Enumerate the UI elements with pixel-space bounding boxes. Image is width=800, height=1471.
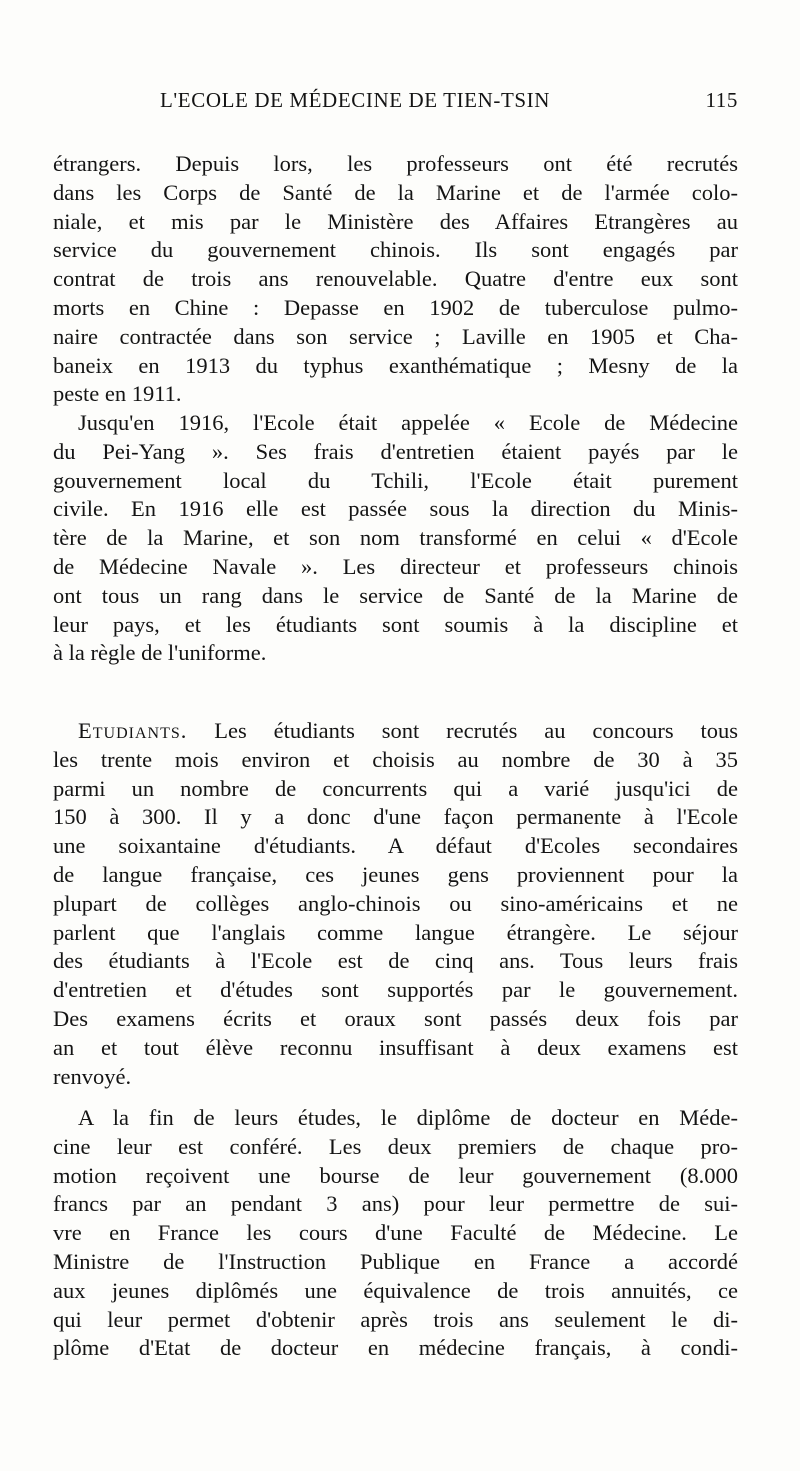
paragraph-4 bbox=[53, 1104, 738, 1363]
text-line: de langue française, ces jeunes gens proviennent pour la bbox=[53, 861, 738, 887]
paragraph-etudiants bbox=[53, 717, 738, 1091]
text-line: morts en Chine : Depasse en 1902 de tuberculose pulmo- bbox=[53, 294, 738, 320]
text-line: leur pays, et les étudiants sont soumis à la discipline et bbox=[53, 611, 738, 637]
text-line: niale, et mis par le Ministère des Affaires Etrangères au bbox=[53, 208, 738, 234]
section-heading: Etudiants. bbox=[78, 718, 188, 743]
text-line: parmi un nombre de concurrents qui a varié jusqu'ici de bbox=[53, 775, 738, 801]
text-line: francs par an pendant 3 ans) pour leur permettre de sui- bbox=[53, 1191, 738, 1217]
text-line: civile. En 1916 elle est passée sous la direction du Minis- bbox=[53, 496, 738, 522]
text-line: une soixantaine d'étudiants. A défaut d'Ecoles secondaires bbox=[53, 833, 738, 859]
text-line: Des examens écrits et oraux sont passés deux fois par bbox=[53, 1005, 738, 1031]
text-line: 150 à 300. Il y a donc d'une façon permanente à l'Ecole bbox=[53, 804, 738, 830]
text-line: tère de la Marine, et son nom transformé en celui « d'Ecole bbox=[53, 525, 738, 551]
text-line: baneix en 1913 du typhus exanthématique ; Mesny de la bbox=[53, 352, 738, 378]
text-line: des étudiants à l'Ecole est de cinq ans. Tous leurs frais bbox=[53, 948, 738, 974]
text-line: les trente mois environ et choisis au nombre de 30 à 35 bbox=[53, 746, 738, 772]
text-line: ont tous un rang dans le service de Santé de la Marine de bbox=[53, 582, 738, 608]
text-line: du Pei-Yang ». Ses frais d'entretien étaient payés par le bbox=[53, 438, 738, 464]
text-line: à la règle de l'uniforme. bbox=[53, 640, 267, 666]
text-line: parlent que l'anglais comme langue étrangère. Le séjour bbox=[53, 919, 738, 945]
text-line: de Médecine Navale ». Les directeur et professeurs chinois bbox=[53, 553, 738, 579]
text-line: dans les Corps de Santé de la Marine et de l'armée colo- bbox=[53, 179, 738, 205]
text-line: Ministre de l'Instruction Publique en France a accordé bbox=[53, 1248, 738, 1274]
text-line: étrangers. Depuis lors, les professeurs ont été recrutés bbox=[53, 151, 738, 176]
text-line: d'entretien et d'études sont supportés par le gouvernement. bbox=[53, 977, 738, 1003]
text-line: naire contractée dans son service ; Laville en 1905 et Cha- bbox=[53, 323, 738, 349]
text-line: plôme d'Etat de docteur en médecine français, à condi- bbox=[53, 1335, 738, 1361]
text-line-content: Les étudiants sont recrutés au concours tous bbox=[214, 718, 738, 743]
page-number: 115 bbox=[705, 88, 738, 112]
paragraph-1 bbox=[53, 150, 738, 409]
text-line: motion reçoivent une bourse de leur gouvernement (8.000 bbox=[53, 1162, 738, 1188]
text-line bbox=[53, 717, 738, 746]
text-line: contrat de trois ans renouvelable. Quatre d'entre eux sont bbox=[53, 266, 738, 292]
paragraph-2 bbox=[53, 409, 738, 668]
text-line: peste en 1911. bbox=[53, 381, 182, 407]
text-line: Jusqu'en 1916, l'Ecole était appelée « Ecole de Médecine bbox=[78, 410, 738, 435]
text-line: renvoyé. bbox=[53, 1063, 132, 1089]
running-title: L'ECOLE DE MÉDECINE DE TIEN-TSIN bbox=[160, 88, 551, 112]
page-header bbox=[160, 88, 738, 120]
text-line: vre en France les cours d'une Faculté de Médecine. Le bbox=[53, 1220, 738, 1246]
text-line: aux jeunes diplômés une équivalence de trois annuités, ce bbox=[53, 1277, 738, 1303]
text-line: gouvernement local du Tchili, l'Ecole était purement bbox=[53, 467, 738, 493]
text-line: cine leur est conféré. Les deux premiers de chaque pro- bbox=[53, 1133, 738, 1159]
text-line: A la fin de leurs études, le diplôme de docteur en Méde- bbox=[78, 1105, 738, 1130]
text-line: qui leur permet d'obtenir après trois ans seulement le di- bbox=[53, 1306, 738, 1332]
text-line: plupart de collèges anglo-chinois ou sino-américains et ne bbox=[53, 890, 738, 916]
text-line: service du gouvernement chinois. Ils sont engagés par bbox=[53, 237, 738, 263]
text-line: an et tout élève reconnu insuffisant à deux examens est bbox=[53, 1034, 738, 1060]
